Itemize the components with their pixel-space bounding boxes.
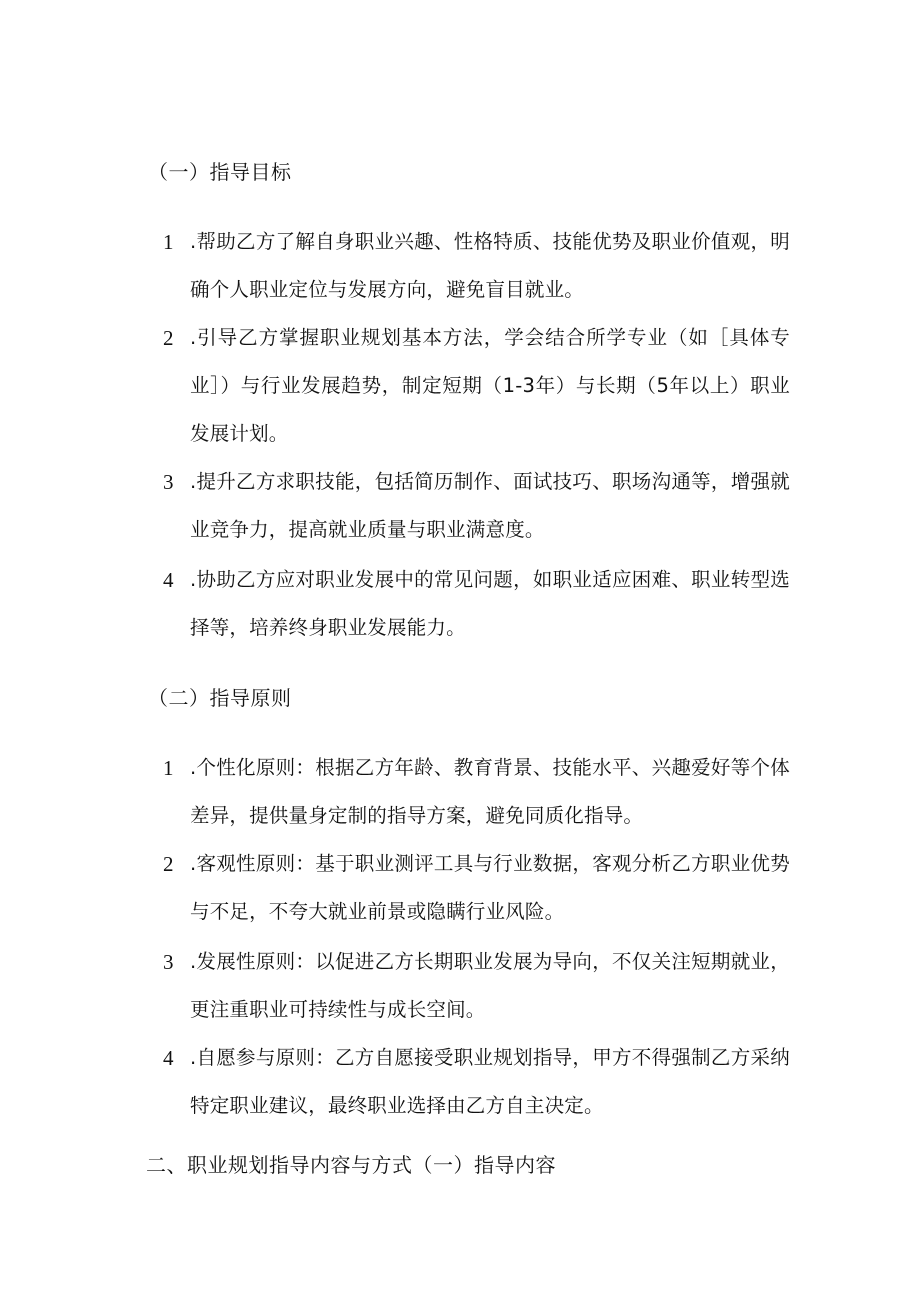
list-item-number: 2 [163,326,174,350]
list-item-number: 4 [163,1046,174,1070]
list-item-text: .客观性原则：基于职业测评工具与行业数据，客观分析乙方职业优势与不足，不夸大就业前景或隐瞒行业风险。 [190,852,790,923]
list-item-number: 1 [163,756,174,780]
list-item-number: 4 [163,568,174,592]
list-item-text: .发展性原则：以促进乙方长期职业发展为导向，不仅关注短期就业，更注重职业可持续性与成长空间。 [190,950,790,1021]
chapter-heading-content-and-methods: 二、职业规划指导内容与方式（一）指导内容 [146,1153,556,1177]
list-item-number: 3 [163,950,174,974]
list-item-number: 2 [163,852,174,876]
list-item-text: .个性化原则：根据乙方年龄、教育背景、技能水平、兴趣爱好等个体差异，提供量身定制的指导方案，避免同质化指导。 [190,756,790,827]
section-heading-guidance-goals: （一）指导目标 [148,160,292,184]
list-item-text: .帮助乙方了解自身职业兴趣、性格特质、技能优势及职业价值观，明确个人职业定位与发展方向，避免盲目就业。 [190,230,790,301]
list-item-text: .提升乙方求职技能，包括简历制作、面试技巧、职场沟通等，增强就业竞争力，提高就业质量与职业满意度。 [190,470,790,541]
list-item-number: 3 [163,470,174,494]
list-item-number: 1 [163,230,174,254]
list-item-text: .引导乙方掌握职业规划基本方法，学会结合所学专业（如［具体专业］）与行业发展趋势，制定短期（1-3年）与长期（5年以上）职业发展计划。 [190,326,790,445]
list-item-text: .自愿参与原则：乙方自愿接受职业规划指导，甲方不得强制乙方采纳特定职业建议，最终职业选择由乙方自主决定。 [190,1046,790,1117]
list-item-text: .协助乙方应对职业发展中的常见问题，如职业适应困难、职业转型选择等，培养终身职业发展能力。 [190,568,790,639]
section-heading-guidance-principles: （二）指导原则 [148,686,292,710]
